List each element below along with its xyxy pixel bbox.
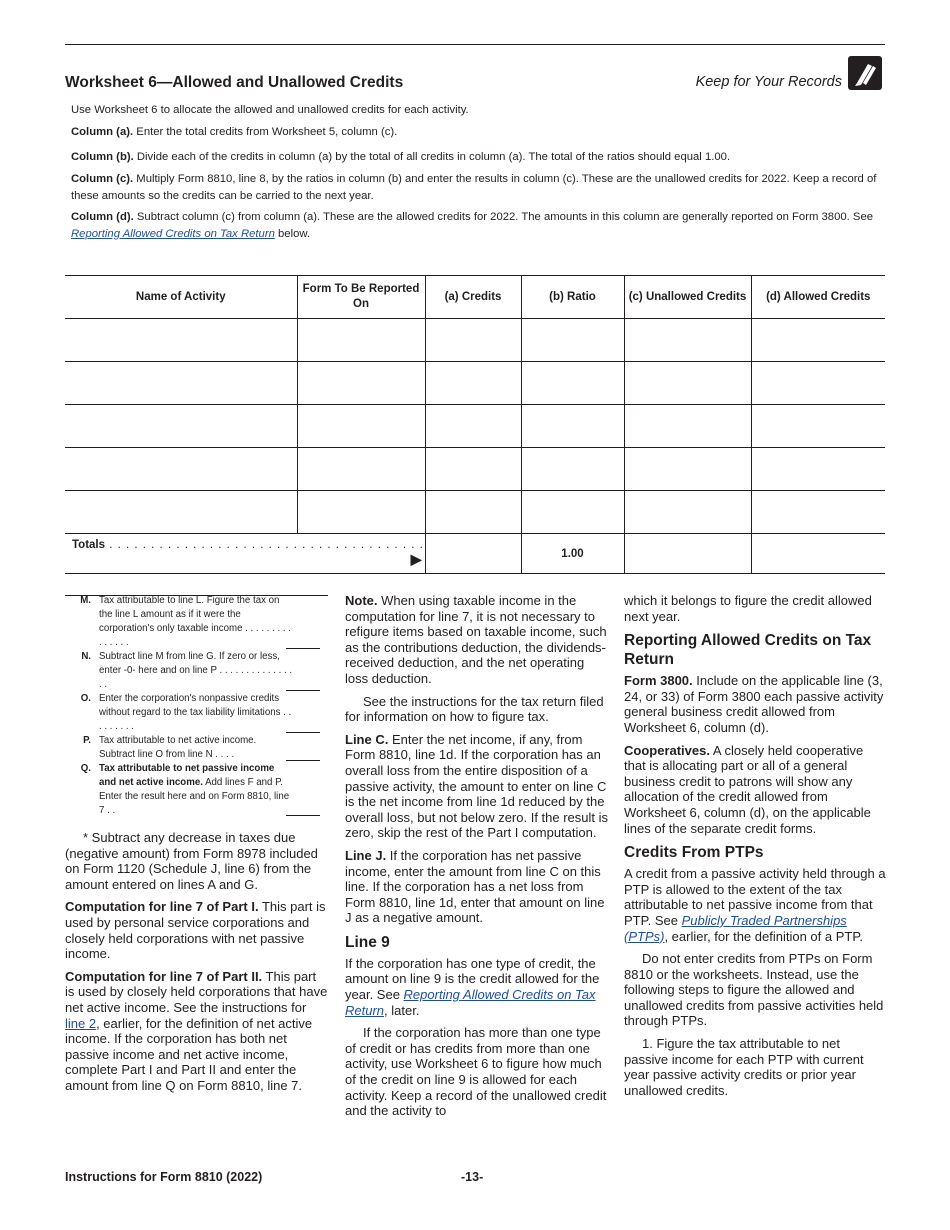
line-m: M. Tax attributable to line L. Figure the tax on the line L amount as if it were the corporation's only taxable income . . . . . . . . . . . . . . . — [65, 594, 330, 650]
cell-allowed[interactable] — [751, 448, 885, 491]
header-unallowed-credits: (c) Unallowed Credits — [624, 276, 751, 319]
form-3800-paragraph: Form 3800. Include on the applicable line (3, 24, or 33) of Form 3800 each passive activity general business credit allowed from Worksheet 6, column (d). — [624, 673, 884, 735]
header-credits: (a) Credits — [425, 276, 521, 319]
arrow-right-icon: ▶ — [410, 551, 422, 567]
cooperatives-paragraph: Cooperatives. A closely held cooperative that is allocating part or all of a general business credit to patrons will show any allocation of the credit allowed from Worksheet 6, column (d), on the applicable lines of the separate credit forms. — [624, 742, 871, 836]
header-allowed-credits: (d) Allowed Credits — [751, 276, 885, 319]
pen-icon — [848, 56, 882, 90]
column-a-note: Column (a). Enter the total credits from Worksheet 5, column (c). — [71, 126, 398, 138]
cell-allowed[interactable] — [751, 319, 885, 362]
line-m-entry[interactable] — [286, 648, 320, 649]
note-paragraph: Note. When using taxable income in the computation for line 7, it is not necessary to refigure items based on taxable income, such as the contributions deduction, the dividends-received deduction, and the net operating loss deduction. — [345, 593, 607, 686]
cell-allowed[interactable] — [751, 362, 885, 405]
cell-credits[interactable] — [425, 405, 521, 448]
header-name-of-activity: Name of Activity — [65, 276, 297, 319]
line-9-heading: Line 9 — [345, 933, 390, 951]
line-n: N. Subtract line M from line G. If zero or less, enter -0- here and on line P . . . . . . . . . . . . . . . . — [65, 650, 330, 692]
totals-label-cell — [65, 534, 425, 574]
table-row — [65, 319, 885, 362]
line-p: P. Tax attributable to net active income. Subtract line O from line N . . . . — [65, 734, 330, 762]
line-9-paragraph-1: If the corporation has one type of credit, the amount on line 9 is the credit allowed for the year. See Reporting Allowed Credits on Tax Return, later. — [345, 955, 600, 1018]
line-n-entry[interactable] — [286, 690, 320, 691]
cell-unallowed[interactable] — [624, 362, 751, 405]
totals-unallowed[interactable] — [624, 534, 751, 574]
totals-label: Totals — [72, 539, 106, 551]
cell-form[interactable] — [297, 491, 425, 534]
cell-credits[interactable] — [425, 319, 521, 362]
cell-activity[interactable] — [65, 405, 297, 448]
table-row — [65, 448, 885, 491]
page-number: -13- — [461, 1170, 484, 1184]
ptp-link[interactable]: Publicly Traded Partnerships (PTPs) — [624, 912, 847, 944]
cell-form[interactable] — [297, 448, 425, 491]
computation-part-2: Computation for line 7 of Part II. This part is used by closely held corporations that have net active income. See the instructions for line 2, earlier, for the definition of net active income. If the corporation has both net passive income and net active income, complete Part I and Part II and enter the amount from line Q on Form 8810, line 7. — [65, 968, 328, 1093]
cell-ratio[interactable] — [521, 362, 624, 405]
column-2 — [345, 593, 608, 1126]
totals-leader-dots: . . . . . . . . . . . . . . . . . . . . . . . . . . . . . . . . . . . . . . — [105, 539, 424, 551]
cell-credits[interactable] — [425, 491, 521, 534]
cell-form[interactable] — [297, 362, 425, 405]
line-q-entry[interactable] — [286, 815, 320, 816]
intro-paragraph: Use Worksheet 6 to allocate the allowed and unallowed credits for each activity. — [71, 104, 469, 116]
cell-form[interactable] — [297, 319, 425, 362]
worksheet-table — [65, 275, 885, 574]
column-c-note: Column (c). Multiply Form 8810, line 8, by the ratios in column (b) and enter the results in column (c). These are the unallowed credits for 2022. Keep a record of these amounts so the credits can be carried to the next year. — [71, 173, 877, 202]
ptp-paragraph-1: A credit from a passive activity held through a PTP is allowed to the extent of the tax attributable to net passive income from that PTP. See Publicly Traded Partnerships (PTPs), earlier, for the definition of a PTP. — [624, 866, 886, 944]
line-o-entry[interactable] — [286, 732, 320, 733]
cell-allowed[interactable] — [751, 405, 885, 448]
ptp-paragraph-2: Do not enter credits from PTPs on Form 8810 or the worksheets. Instead, use the following steps to figure the allowed and unallowed credits from passive activities held through PTPs. — [624, 951, 884, 1029]
totals-row — [65, 534, 885, 574]
column-3 — [624, 593, 886, 1105]
credits-from-ptps-heading: Credits From PTPs — [624, 844, 764, 862]
column-b-note: Column (b). Divide each of the credits in column (a) by the total of all credits in column (a). The total of the ratios should equal 1.00. — [71, 151, 731, 163]
header-ratio: (b) Ratio — [521, 276, 624, 319]
column-1 — [65, 830, 328, 1101]
table-row — [65, 405, 885, 448]
worksheet-title: Worksheet 6—Allowed and Unallowed Credits — [65, 74, 404, 91]
cell-activity[interactable] — [65, 319, 297, 362]
continued-text: which it belongs to figure the credit allowed next year. — [624, 593, 872, 624]
table-row — [65, 491, 885, 534]
line-p-entry[interactable] — [286, 760, 320, 761]
table-row — [65, 362, 885, 405]
cell-ratio[interactable] — [521, 405, 624, 448]
reporting-allowed-credits-heading: Reporting Allowed Credits on Tax Return — [624, 632, 872, 669]
footer-form-title: Instructions for Form 8810 (2022) — [65, 1170, 263, 1184]
table-header-row — [65, 276, 885, 319]
keep-for-records: Keep for Your Records — [695, 74, 842, 90]
column-d-note: Column (d). Subtract column (c) from column (a). These are the allowed credits for 2022. The amounts in this column are generally reported on Form 3800. See Reporting Allowed Credits on Tax Return below. — [71, 211, 874, 240]
totals-ratio: 1.00 — [521, 534, 624, 574]
line-c-paragraph: Line C. Enter the net income, if any, from Form 8810, line 1d. If the corporation has an overall loss from the entire disposition of a passive activity, the amount to enter on line C is the net income from line 1d reduced by the overall loss, but not below zero. If the result is zero, skip the rest of the Part I computation. — [345, 731, 609, 841]
totals-allowed[interactable] — [751, 534, 885, 574]
cell-allowed[interactable] — [751, 491, 885, 534]
cell-unallowed[interactable] — [624, 491, 751, 534]
cell-ratio[interactable] — [521, 319, 624, 362]
see-instructions: See the instructions for the tax return filed for information on how to figure tax. — [345, 693, 604, 725]
cell-credits[interactable] — [425, 448, 521, 491]
ptp-step-1: 1. Figure the tax attributable to net passive income for each PTP with current year passive activity credits or prior year unallowed credits. — [624, 1036, 864, 1098]
line-2-link[interactable]: line 2 — [65, 1015, 97, 1031]
cell-activity[interactable] — [65, 491, 297, 534]
cell-unallowed[interactable] — [624, 319, 751, 362]
line-o: O. Enter the corporation's nonpassive credits without regard to the tax liability limitations . . . . . . . . . — [65, 692, 330, 734]
reporting-allowed-credits-link-2[interactable]: Reporting Allowed Credits on Tax Return — [345, 987, 596, 1018]
cell-activity[interactable] — [65, 362, 297, 405]
cell-unallowed[interactable] — [624, 405, 751, 448]
cell-ratio[interactable] — [521, 448, 624, 491]
footnote: * Subtract any decrease in taxes due (negative amount) from Form 8978 included on Form 1120 (Schedule J, line 6) from the amount entered on lines A and G. — [65, 830, 318, 892]
cell-activity[interactable] — [65, 448, 297, 491]
cell-credits[interactable] — [425, 362, 521, 405]
reporting-allowed-credits-link[interactable]: Reporting Allowed Credits on Tax Return — [71, 227, 275, 240]
top-rule — [65, 44, 885, 45]
cell-ratio[interactable] — [521, 491, 624, 534]
line-9-paragraph-2: If the corporation has more than one type of credit or has credits from more than one activity, use Worksheet 6 to figure how much of the credit on line 9 is allowed for each activity. Keep a record of the unallowed credit and the activity to — [345, 1025, 607, 1119]
totals-credits[interactable] — [425, 534, 521, 574]
cell-unallowed[interactable] — [624, 448, 751, 491]
header-form-to-be-reported: Form To Be Reported On — [297, 276, 425, 319]
computation-part-1: Computation for line 7 of Part I. This part is used by personal service corporations and closely held corporations with net passive income. — [65, 899, 326, 962]
line-q: Q. Tax attributable to net passive income and net active income. Add lines F and P. Enter the result here and on Form 8810, line 7 . . — [65, 762, 330, 818]
line-j-paragraph: Line J. If the corporation has net passive income, enter the amount from line C on this line. If the corporation has a net loss from Form 8810, line 1d, enter that amount on line J as a negative amount. — [345, 847, 605, 926]
cell-form[interactable] — [297, 405, 425, 448]
